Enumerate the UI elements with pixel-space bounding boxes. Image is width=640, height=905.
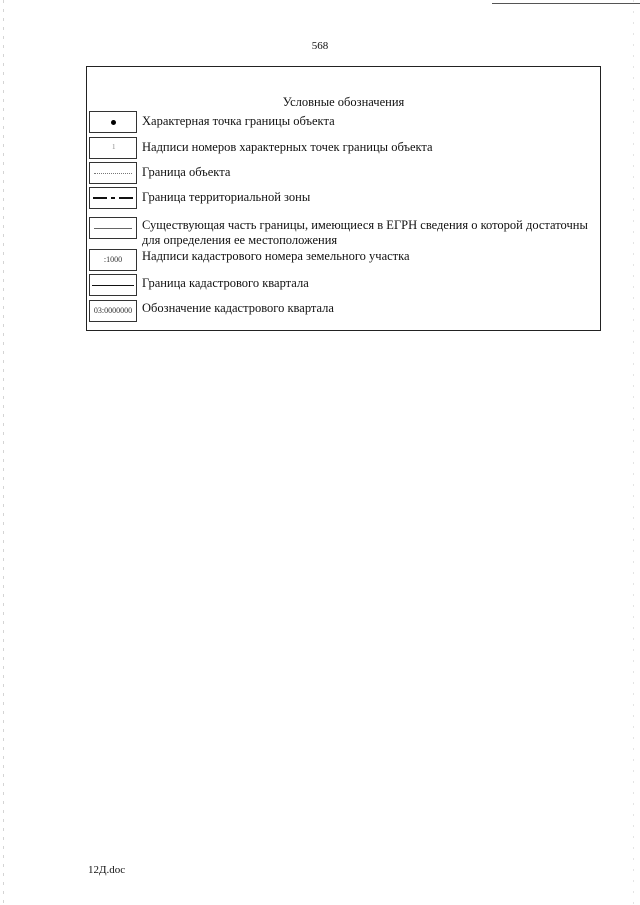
dot-icon	[111, 120, 116, 125]
page-number: 568	[311, 40, 329, 52]
scan-edge-top	[492, 3, 640, 4]
thin-solid-line-icon	[94, 228, 132, 229]
dash-dot-line-icon	[93, 197, 133, 199]
legend-item-description: Обозначение кадастрового квартала	[142, 301, 334, 315]
legend-symbol-box	[89, 162, 137, 184]
legend-item-description: Существующая часть границы, имеющиеся в ЕГРН сведения о которой достаточны для определения ее местоположения	[142, 218, 588, 247]
point-number-label-icon: 1	[112, 143, 116, 151]
quarter-number-label-icon: 03:0000000	[93, 306, 133, 315]
legend-symbol-box	[89, 274, 137, 296]
footer-filename: 12Д.doc	[88, 864, 126, 876]
legend-symbol-box	[89, 300, 137, 322]
legend-item-description: Граница кадастрового квартала	[142, 276, 309, 290]
legend-item-description: Граница объекта	[142, 165, 231, 179]
legend-symbol-box	[89, 137, 137, 159]
dotted-line-icon	[94, 173, 132, 174]
scan-edge-right	[633, 0, 634, 905]
legend-item-description: Надписи номеров характерных точек границы объекта	[142, 140, 433, 154]
parcel-number-label-icon: :1000	[103, 255, 123, 264]
solid-line-icon	[92, 285, 134, 286]
legend-symbol-box	[89, 187, 137, 209]
scan-edge-left	[3, 0, 4, 905]
legend-item-description: Характерная точка границы объекта	[142, 114, 335, 128]
legend-symbol-box	[89, 217, 137, 239]
legend-item-description: Граница территориальной зоны	[142, 190, 311, 204]
legend-symbol-box	[89, 111, 137, 133]
legend-item-description: Надписи кадастрового номера земельного участка	[142, 249, 410, 263]
legend-title: Условные обозначения	[282, 95, 405, 109]
legend-symbol-box	[89, 249, 137, 271]
